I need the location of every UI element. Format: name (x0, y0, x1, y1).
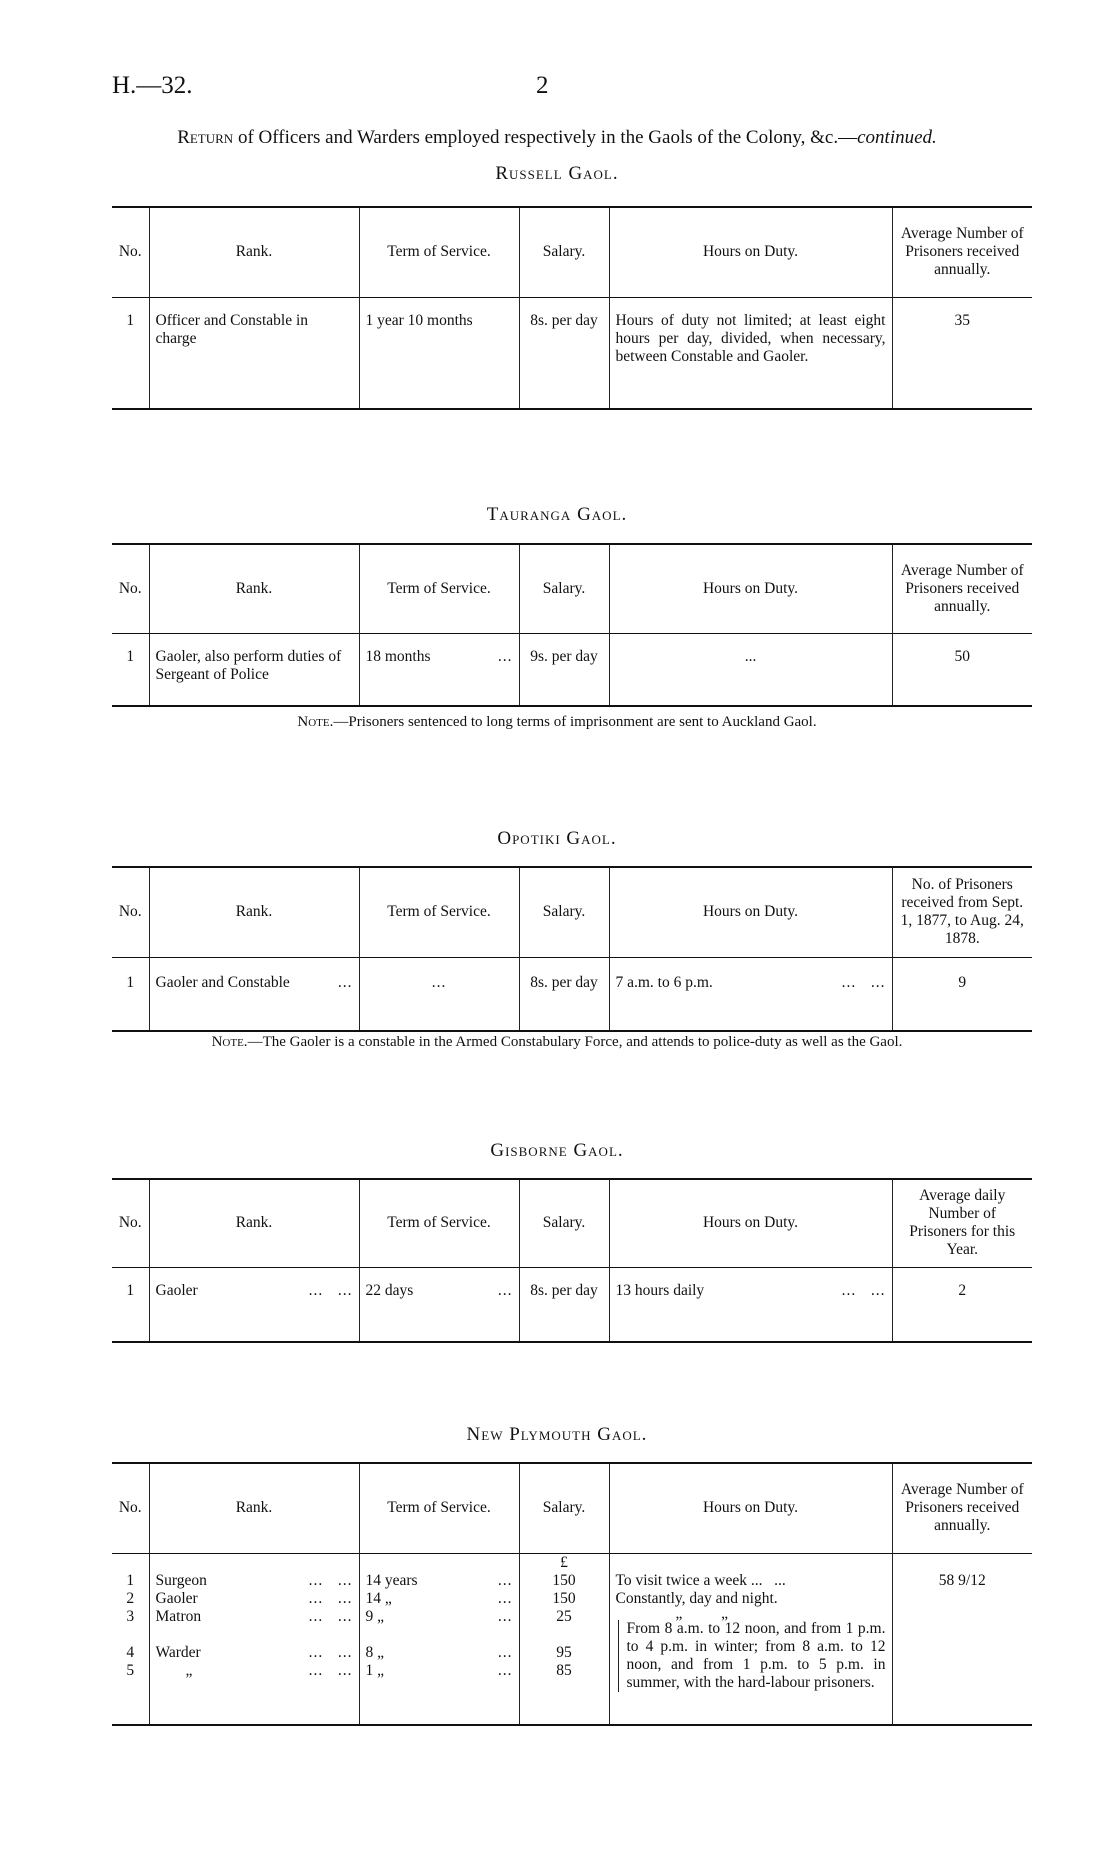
document-id: H.—32. (112, 72, 193, 99)
header-no: No. (118, 243, 142, 261)
row-term: 1 „ (365, 1661, 385, 1679)
tauranga-gaol-table (112, 543, 1032, 707)
row-rank: Gaoler (155, 1281, 198, 1299)
row-term-dots: ... (497, 1589, 513, 1607)
row-term: 18 months (365, 647, 431, 665)
row-rank: Officer and Constable in charge (149, 297, 359, 409)
row-rank: Warder (155, 1643, 201, 1661)
table-row (112, 957, 1032, 1031)
row-rank-dots: ... ... (308, 1607, 353, 1625)
row-hours: ... (609, 633, 892, 706)
row-hours: Hours of duty not limited; at least eight hours per day, divided, when necessary, between Constable and Gaoler. (609, 297, 892, 409)
header-no: No. (118, 1499, 142, 1517)
row-average: 50 (892, 633, 1032, 706)
header-hours: Hours on Duty. (609, 867, 892, 957)
row-term: ... (359, 957, 519, 1031)
row-salary: 150 (552, 1571, 576, 1589)
note-text: —Prisoners sentenced to long terms of imprisonment are sent to Auckland Gaol. (333, 714, 817, 730)
row-rank: Gaoler (155, 1589, 198, 1607)
tauranga-note (0, 714, 1114, 731)
table-row (112, 1267, 1032, 1342)
header-salary: Salary. (519, 867, 609, 957)
tauranga-gaol-title: Tauranga Gaol. (486, 504, 628, 525)
row-no: 2 (126, 1589, 135, 1607)
row-term: 14 „ (365, 1589, 392, 1607)
row-no: 1 (126, 1281, 135, 1299)
row-salary: 95 (556, 1643, 572, 1661)
header-rank: Rank. (149, 207, 359, 297)
row-average: 2 (892, 1267, 1032, 1342)
header-average-daily: Average daily Number of Prisoners for this Year. (892, 1179, 1032, 1267)
currency-symbol: £ (560, 1553, 568, 1571)
row-salary: 85 (556, 1661, 572, 1679)
row-rank-dots: ... (337, 973, 353, 991)
header-salary: Salary. (519, 1463, 609, 1553)
row-hours: To visit twice a week ... ... (615, 1571, 786, 1589)
note-label: Note. (297, 714, 334, 730)
row-rank: Gaoler, also perform duties of Sergeant of Police (149, 633, 359, 706)
return-title-continued: continued. (857, 127, 937, 148)
row-hours: 13 hours daily (615, 1281, 705, 1299)
row-salary: 8s. per day (519, 957, 609, 1031)
row-salary: 9s. per day (519, 633, 609, 706)
header-rank: Rank. (149, 1463, 359, 1553)
row-rank-dots: ... ... (308, 1661, 353, 1679)
header-hours: Hours on Duty. (609, 1463, 892, 1553)
header-average: Average Number of Prisoners received annually. (892, 1463, 1032, 1553)
header-salary: Salary. (519, 207, 609, 297)
row-salary: 8s. per day (519, 1267, 609, 1342)
return-title (0, 127, 1114, 149)
row-count: 9 (892, 957, 1032, 1031)
russell-gaol-title: Russell Gaol. (495, 163, 619, 184)
header-term: Term of Service. (359, 867, 519, 957)
row-salary: 150 (552, 1589, 576, 1607)
row-hours-dots: ... ... (841, 1281, 886, 1299)
gisborne-gaol-table (112, 1178, 1032, 1343)
row-term: 22 days (365, 1281, 414, 1299)
row-term: 1 year 10 months (359, 297, 519, 409)
header-rank: Rank. (149, 867, 359, 957)
header-hours: Hours on Duty. (609, 544, 892, 633)
row-rank-dots: ... ... (308, 1643, 353, 1661)
russell-gaol-table (112, 206, 1032, 410)
header-term: Term of Service. (359, 1179, 519, 1267)
table-row (112, 633, 1032, 706)
row-rank-dots: ... ... (308, 1589, 353, 1607)
header-salary: Salary. (519, 544, 609, 633)
note-label: Note. (211, 1034, 248, 1050)
row-no: 1 (126, 1571, 135, 1589)
header-hours: Hours on Duty. (609, 207, 892, 297)
header-term: Term of Service. (359, 1463, 519, 1553)
new-plymouth-gaol-title: New Plymouth Gaol. (466, 1424, 648, 1445)
header-hours: Hours on Duty. (609, 1179, 892, 1267)
header-no: No. (118, 903, 142, 921)
header-no: No. (118, 1214, 142, 1232)
note-text: —The Gaoler is a constable in the Armed Constabulary Force, and attends to police-duty as well as the Gaol. (247, 1034, 903, 1050)
opotiki-note (0, 1034, 1114, 1051)
header-average: Average Number of Prisoners received annually. (892, 207, 1032, 297)
header-average: Average Number of Prisoners received annually. (892, 544, 1032, 633)
row-term-dots: ... (497, 1571, 513, 1589)
header-rank: Rank. (149, 1179, 359, 1267)
return-title-rest: of Officers and Warders employed respectively in the Gaols of the Colony, &c.— (233, 127, 858, 148)
opotiki-gaol-table (112, 866, 1032, 1032)
row-rank: Gaoler and Constable (155, 973, 290, 991)
row-no: 4 (126, 1643, 135, 1661)
header-term: Term of Service. (359, 207, 519, 297)
row-no: 1 (126, 647, 135, 665)
gisborne-gaol-title: Gisborne Gaol. (490, 1140, 624, 1161)
row-no: 5 (126, 1661, 135, 1679)
header-term: Term of Service. (359, 544, 519, 633)
row-term-dots: ... (497, 1607, 513, 1625)
row-term: 14 years (365, 1571, 418, 1589)
row-term-dots: ... (497, 1643, 513, 1661)
row-no: 3 (126, 1607, 135, 1625)
table-row (112, 297, 1032, 409)
table-row (112, 1553, 1032, 1725)
row-no: 1 (126, 311, 135, 329)
row-hours-dots: ... ... (841, 973, 886, 991)
row-hours: Constantly, day and night. (615, 1589, 778, 1607)
row-rank-dots: ... ... (308, 1281, 353, 1299)
row-rank: Surgeon (155, 1571, 207, 1589)
row-average: 35 (892, 297, 1032, 409)
header-salary: Salary. (519, 1179, 609, 1267)
warder-hours: From 8 a.m. to 12 noon, and from 1 p.m. to 4 p.m. in winter; from 8 a.m. to 12 noon, and from 1 p.m. to 5 p.m. in summer, with the hard-labour prisoners. (618, 1620, 886, 1692)
row-salary: 25 (556, 1607, 572, 1625)
row-hours: „ „ (675, 1604, 729, 1622)
row-salary: 8s. per day (519, 297, 609, 409)
header-prisoners-count: No. of Prisoners received from Sept. 1, 1877, to Aug. 24, 1878. (892, 867, 1032, 957)
row-rank-dots: ... ... (308, 1571, 353, 1589)
row-term: 9 „ (365, 1607, 385, 1625)
header-rank: Rank. (149, 544, 359, 633)
return-title-first-word: Return (177, 127, 234, 148)
new-plymouth-gaol-table (112, 1462, 1032, 1726)
row-rank: Matron (155, 1607, 202, 1625)
row-term: 8 „ (365, 1643, 385, 1661)
row-rank: „ (185, 1661, 193, 1679)
row-average: 58 9/12 (892, 1553, 1032, 1725)
row-term-dots: ... (497, 1281, 513, 1299)
row-term-dots: ... (497, 1661, 513, 1679)
row-hours: 7 a.m. to 6 p.m. (615, 973, 713, 991)
row-term-dots: ... (497, 647, 513, 665)
header-no: No. (118, 579, 142, 597)
row-no: 1 (126, 973, 135, 991)
page-number: 2 (536, 72, 549, 99)
opotiki-gaol-title: Opotiki Gaol. (497, 828, 617, 849)
